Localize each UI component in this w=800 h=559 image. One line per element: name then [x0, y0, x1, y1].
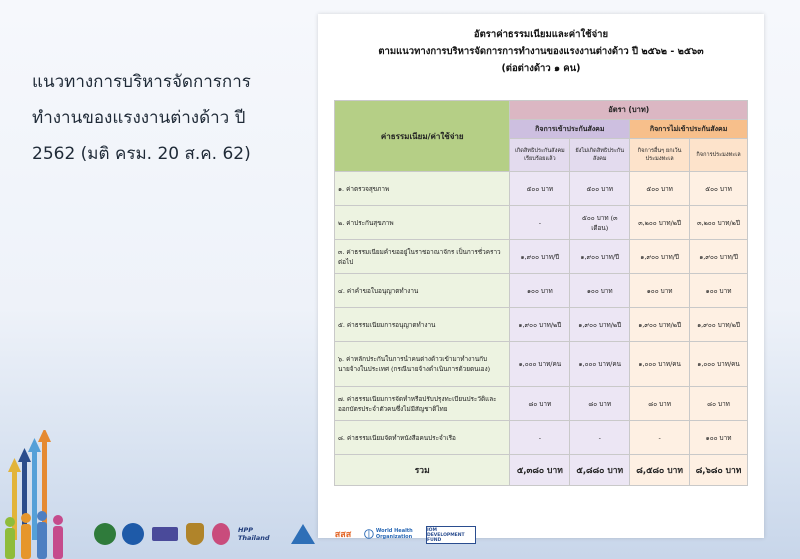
- cell-value: ๕๐๐ บาท: [690, 172, 748, 206]
- cell-value: ๑,๙๐๐ บาท/ปี: [690, 240, 748, 274]
- cell-value: ๕๐๐ บาท: [630, 172, 690, 206]
- cell-value: ๑๐๐ บาท: [630, 274, 690, 308]
- iom-logo: IOM DEVELOPMENT FUND: [426, 526, 476, 544]
- slide-title-line-3: 2562 (มติ ครม. 20 ส.ค. 62): [32, 144, 251, 164]
- cell-value: ๑๐๐ บาท: [690, 274, 748, 308]
- total-value: ๕,๓๘๐ บาท: [510, 455, 570, 486]
- cell-value: ๑,๙๐๐ บาท/ปี: [510, 240, 570, 274]
- header-not-insured: กิจการไม่เข้าประกันสังคม: [630, 120, 748, 139]
- table-row: [335, 342, 748, 387]
- slide-title-line-2: ทำงานของแรงงานต่างด้าว ปี: [32, 108, 246, 128]
- fee-document: [318, 14, 764, 538]
- subheader-insured-eligible: เกิดสิทธิประกันสังคมเรียบร้อยแล้ว: [510, 139, 570, 172]
- row-label: ๒. ค่าประกันสุขภาพ: [335, 206, 510, 240]
- cell-value: ๑,๐๐๐ บาท/คน: [510, 342, 570, 387]
- row-label: ๖. ค่าหลักประกันในการนำคนต่างด้าวเข้ามาทำงานกับนายจ้างในประเทศ (กรณีนายจ้างดำเนินการด้วยตนเอง): [335, 342, 510, 387]
- cell-value: ๑,๐๐๐ บาท/คน: [570, 342, 630, 387]
- who-logo-text: World Health Organization: [375, 528, 413, 540]
- cell-value: ๕๐๐ บาท (๓ เดือน): [570, 206, 630, 240]
- total-value: ๕,๘๘๐ บาท: [570, 455, 630, 486]
- cell-value: ๘๐ บาท: [630, 387, 690, 421]
- row-label: ๑. ค่าตรวจสุขภาพ: [335, 172, 510, 206]
- table-row: [335, 421, 748, 455]
- header-fee-label: ค่าธรรมเนียม/ค่าใช้จ่าย: [335, 101, 510, 172]
- cell-value: ๕๐๐ บาท: [510, 172, 570, 206]
- cell-value: ๓,๒๐๐ บาท/๒ปี: [690, 206, 748, 240]
- table-row: [335, 240, 748, 274]
- fee-table: [334, 100, 748, 486]
- total-value: ๘,๖๘๐ บาท: [690, 455, 748, 486]
- cell-value: ๑,๙๐๐ บาท/๒ปี: [570, 308, 630, 342]
- table-row: [335, 308, 748, 342]
- cell-value: -: [510, 421, 570, 455]
- sss-logo: สสส: [334, 530, 352, 540]
- cell-value: ๕๐๐ บาท: [570, 172, 630, 206]
- total-row: [335, 455, 748, 486]
- who-emblem-icon: [364, 526, 374, 542]
- triangle-logo-icon: [290, 523, 316, 545]
- mma-logo-icon: [152, 527, 178, 541]
- cell-value: -: [510, 206, 570, 240]
- cell-value: ๑,๙๐๐ บาท/๒ปี: [510, 308, 570, 342]
- cell-value: ๑,๙๐๐ บาท/๒ปี: [690, 308, 748, 342]
- table-row: [335, 274, 748, 308]
- cell-value: ๘๐ บาท: [690, 387, 748, 421]
- document-title-line-1: อัตราค่าธรรมเนียมและค่าใช้จ่าย: [473, 29, 609, 40]
- row-label: ๕. ค่าธรรมเนียมการอนุญาตทำงาน: [335, 308, 510, 342]
- total-value: ๘,๕๘๐ บาท: [630, 455, 690, 486]
- cell-value: ๘๐ บาท: [570, 387, 630, 421]
- row-label: ๗. ค่าธรรมเนียมการจัดทำหรือปรับปรุงทะเบียนประวัติและออกบัตรประจำตัวคนซึ่งไม่มีสัญชาติไทย: [335, 387, 510, 421]
- document-title-line-3: (ต่อต่างด้าว ๑ คน): [501, 63, 581, 74]
- table-row: [335, 206, 748, 240]
- subheader-insured-not-eligible: ยังไม่เกิดสิทธิประกันสังคม: [570, 139, 630, 172]
- cell-value: -: [630, 421, 690, 455]
- cell-value: ๑๐๐ บาท: [690, 421, 748, 455]
- table-row: [335, 172, 748, 206]
- partner-logos: [94, 519, 474, 551]
- table-row: [335, 387, 748, 421]
- cell-value: ๑,๙๐๐ บาท/ปี: [570, 240, 630, 274]
- moph-logo-icon: [94, 523, 116, 545]
- subheader-sea-fishery: กิจการประมงทะเล: [690, 139, 748, 172]
- people-arrows-illustration: [0, 430, 80, 559]
- cell-value: ๓,๒๐๐ บาท/๒ปี: [630, 206, 690, 240]
- who-logo: [364, 524, 422, 544]
- total-label: รวม: [335, 455, 510, 486]
- slide-title: [32, 64, 302, 172]
- cell-value: ๑,๐๐๐ บาท/คน: [690, 342, 748, 387]
- cell-value: ๑,๙๐๐ บาท/ปี: [630, 240, 690, 274]
- row-label: ๘. ค่าธรรมเนียมจัดทำหนังสือคนประจำเรือ: [335, 421, 510, 455]
- header-rate: อัตรา (บาท): [510, 101, 748, 120]
- seal-logo-icon: [122, 523, 144, 545]
- cell-value: -: [570, 421, 630, 455]
- slide-title-line-1: แนวทางการบริหารจัดการการ: [32, 72, 251, 92]
- flower-logo-icon: [212, 523, 230, 545]
- hpp-logo: HPP Thailand: [238, 526, 270, 542]
- header-insured: กิจการเข้าประกันสังคม: [510, 120, 630, 139]
- cell-value: ๑,๐๐๐ บาท/คน: [630, 342, 690, 387]
- subheader-other-business: กิจการอื่นๆ ยกเว้นประมงทะเล: [630, 139, 690, 172]
- document-title-line-2: ตามแนวทางการบริหารจัดการการทำงานของแรงงานต่างด้าว ปี ๒๕๖๒ - ๒๕๖๓: [378, 46, 704, 57]
- cell-value: ๘๐ บาท: [510, 387, 570, 421]
- cell-value: ๑๐๐ บาท: [510, 274, 570, 308]
- row-label: ๔. ค่าคำขอใบอนุญาตทำงาน: [335, 274, 510, 308]
- royal-emblem-logo-icon: [186, 523, 204, 545]
- cell-value: ๑๐๐ บาท: [570, 274, 630, 308]
- cell-value: ๑,๙๐๐ บาท/๒ปี: [630, 308, 690, 342]
- row-label: ๓. ค่าธรรมเนียมคำขออยู่ในราชอาณาจักร เป็นการชั่วคราวต่อไป: [335, 240, 510, 274]
- document-title: [318, 26, 764, 77]
